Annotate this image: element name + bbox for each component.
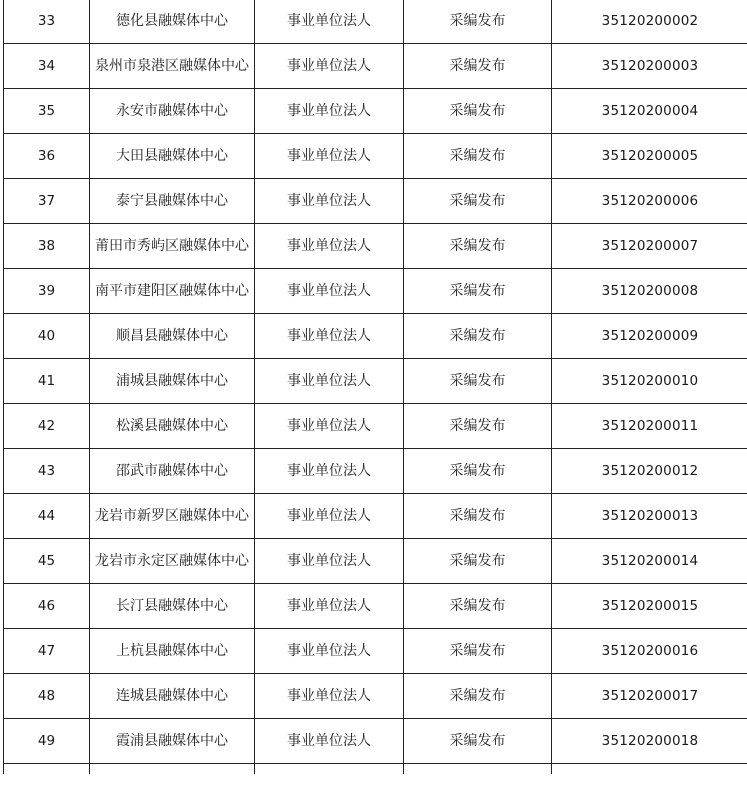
unit-type-cell: 事业单位法人 bbox=[255, 719, 404, 764]
table-row-partial bbox=[4, 764, 747, 775]
license-code-cell: 35120200010 bbox=[552, 359, 747, 404]
service-scope-cell: 采编发布 bbox=[404, 719, 552, 764]
unit-name-cell: 上杭县融媒体中心 bbox=[90, 629, 255, 674]
service-scope-cell: 采编发布 bbox=[404, 224, 552, 269]
row-number-cell: 41 bbox=[4, 359, 90, 404]
unit-name-cell: 泰宁县融媒体中心 bbox=[90, 179, 255, 224]
row-number-cell: 40 bbox=[4, 314, 90, 359]
unit-type-cell: 事业单位法人 bbox=[255, 179, 404, 224]
table-row bbox=[4, 719, 747, 764]
unit-name-cell: 大田县融媒体中心 bbox=[90, 134, 255, 179]
service-scope-cell: 采编发布 bbox=[404, 269, 552, 314]
unit-name-cell: 霞浦县融媒体中心 bbox=[90, 719, 255, 764]
unit-name-cell: 邵武市融媒体中心 bbox=[90, 449, 255, 494]
unit-type-cell: 事业单位法人 bbox=[255, 89, 404, 134]
row-number-cell: 44 bbox=[4, 494, 90, 539]
unit-name-cell: 莆田市秀屿区融媒体中心 bbox=[90, 224, 255, 269]
table-row bbox=[4, 89, 747, 134]
license-code-cell: 35120200006 bbox=[552, 179, 747, 224]
unit-name-cell: 永安市融媒体中心 bbox=[90, 89, 255, 134]
license-code-cell: 35120200014 bbox=[552, 539, 747, 584]
row-number-cell: 47 bbox=[4, 629, 90, 674]
unit-name-cell: 连城县融媒体中心 bbox=[90, 674, 255, 719]
license-code-cell: 35120200005 bbox=[552, 134, 747, 179]
unit-type-cell: 事业单位法人 bbox=[255, 404, 404, 449]
unit-name-cell: 长汀县融媒体中心 bbox=[90, 584, 255, 629]
unit-type-cell: 事业单位法人 bbox=[255, 224, 404, 269]
license-code-cell: 35120200012 bbox=[552, 449, 747, 494]
unit-type-cell: 事业单位法人 bbox=[255, 269, 404, 314]
license-code-cell: 35120200015 bbox=[552, 584, 747, 629]
table-row bbox=[4, 674, 747, 719]
unit-type-cell: 事业单位法人 bbox=[255, 674, 404, 719]
row-number-cell: 37 bbox=[4, 179, 90, 224]
service-scope-cell: 采编发布 bbox=[404, 494, 552, 539]
unit-name-cell: 龙岩市永定区融媒体中心 bbox=[90, 539, 255, 584]
service-scope-cell: 采编发布 bbox=[404, 0, 552, 44]
unit-type-cell: 事业单位法人 bbox=[255, 449, 404, 494]
table-row bbox=[4, 404, 747, 449]
unit-type-cell: 事业单位法人 bbox=[255, 314, 404, 359]
table-row bbox=[4, 539, 747, 584]
unit-name-cell: 德化县融媒体中心 bbox=[90, 0, 255, 44]
table-row bbox=[4, 0, 747, 44]
partial-cell bbox=[552, 764, 747, 775]
service-scope-cell: 采编发布 bbox=[404, 404, 552, 449]
service-scope-cell: 采编发布 bbox=[404, 539, 552, 584]
table-row bbox=[4, 44, 747, 89]
row-number-cell: 42 bbox=[4, 404, 90, 449]
license-code-cell: 35120200018 bbox=[552, 719, 747, 764]
row-number-cell: 48 bbox=[4, 674, 90, 719]
unit-name-cell: 顺昌县融媒体中心 bbox=[90, 314, 255, 359]
row-number-cell: 33 bbox=[4, 0, 90, 44]
table-row bbox=[4, 314, 747, 359]
row-number-cell: 46 bbox=[4, 584, 90, 629]
row-number-cell: 43 bbox=[4, 449, 90, 494]
unit-name-cell: 松溪县融媒体中心 bbox=[90, 404, 255, 449]
table-row bbox=[4, 629, 747, 674]
partial-cell bbox=[404, 764, 552, 775]
license-code-cell: 35120200007 bbox=[552, 224, 747, 269]
license-code-cell: 35120200002 bbox=[552, 0, 747, 44]
license-code-cell: 35120200011 bbox=[552, 404, 747, 449]
unit-type-cell: 事业单位法人 bbox=[255, 629, 404, 674]
service-scope-cell: 采编发布 bbox=[404, 89, 552, 134]
service-scope-cell: 采编发布 bbox=[404, 674, 552, 719]
license-code-cell: 35120200013 bbox=[552, 494, 747, 539]
service-scope-cell: 采编发布 bbox=[404, 314, 552, 359]
license-code-cell: 35120200016 bbox=[552, 629, 747, 674]
service-scope-cell: 采编发布 bbox=[404, 44, 552, 89]
partial-cell bbox=[4, 764, 90, 775]
row-number-cell: 36 bbox=[4, 134, 90, 179]
unit-type-cell: 事业单位法人 bbox=[255, 44, 404, 89]
table-body bbox=[4, 0, 747, 774]
unit-type-cell: 事业单位法人 bbox=[255, 134, 404, 179]
partial-cell bbox=[90, 764, 255, 775]
service-scope-cell: 采编发布 bbox=[404, 134, 552, 179]
license-code-cell: 35120200008 bbox=[552, 269, 747, 314]
table-row bbox=[4, 494, 747, 539]
table-row bbox=[4, 359, 747, 404]
unit-type-cell: 事业单位法人 bbox=[255, 359, 404, 404]
unit-type-cell: 事业单位法人 bbox=[255, 494, 404, 539]
service-scope-cell: 采编发布 bbox=[404, 629, 552, 674]
service-scope-cell: 采编发布 bbox=[404, 179, 552, 224]
license-code-cell: 35120200017 bbox=[552, 674, 747, 719]
service-scope-cell: 采编发布 bbox=[404, 584, 552, 629]
license-code-cell: 35120200009 bbox=[552, 314, 747, 359]
row-number-cell: 49 bbox=[4, 719, 90, 764]
row-number-cell: 34 bbox=[4, 44, 90, 89]
unit-name-cell: 龙岩市新罗区融媒体中心 bbox=[90, 494, 255, 539]
unit-type-cell: 事业单位法人 bbox=[255, 539, 404, 584]
unit-type-cell: 事业单位法人 bbox=[255, 584, 404, 629]
table-row bbox=[4, 449, 747, 494]
row-number-cell: 38 bbox=[4, 224, 90, 269]
license-code-cell: 35120200003 bbox=[552, 44, 747, 89]
table-row bbox=[4, 179, 747, 224]
row-number-cell: 45 bbox=[4, 539, 90, 584]
unit-name-cell: 南平市建阳区融媒体中心 bbox=[90, 269, 255, 314]
media-center-table bbox=[3, 0, 747, 774]
row-number-cell: 39 bbox=[4, 269, 90, 314]
row-number-cell: 35 bbox=[4, 89, 90, 134]
table-row bbox=[4, 134, 747, 179]
partial-cell bbox=[255, 764, 404, 775]
unit-name-cell: 泉州市泉港区融媒体中心 bbox=[90, 44, 255, 89]
table-row bbox=[4, 224, 747, 269]
unit-name-cell: 浦城县融媒体中心 bbox=[90, 359, 255, 404]
license-code-cell: 35120200004 bbox=[552, 89, 747, 134]
service-scope-cell: 采编发布 bbox=[404, 359, 552, 404]
service-scope-cell: 采编发布 bbox=[404, 449, 552, 494]
unit-type-cell: 事业单位法人 bbox=[255, 0, 404, 44]
table-row bbox=[4, 269, 747, 314]
table-row bbox=[4, 584, 747, 629]
